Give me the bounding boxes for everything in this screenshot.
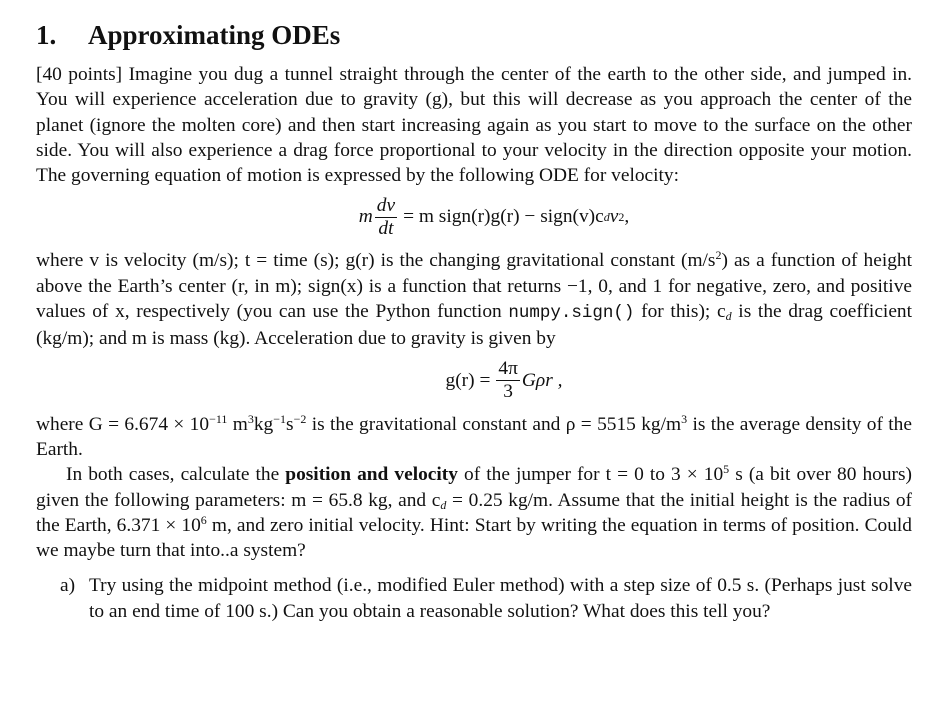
task-exp2: 6: [200, 512, 207, 527]
eq2-numerator: 4π: [498, 358, 518, 380]
definitions-text-b: ) as a function of height above the Earth’s center (r, in m); sign(x) is a function that returns −1, 0, and 1 for negative, zero, and positive values of x, respectively (you can use the Python function: [36, 250, 912, 323]
eq2-denominator: 3: [503, 381, 513, 403]
definitions-drag-sub: d: [725, 309, 732, 324]
section-number: 1.: [36, 20, 57, 50]
eq1-denominator: dt: [378, 217, 394, 239]
task-drag-sub: d: [440, 497, 447, 512]
constants-paragraph: [36, 412, 912, 463]
eq1-numerator: dv: [376, 194, 396, 216]
gravity-equation: [36, 356, 912, 406]
list-item-label: a): [60, 575, 76, 597]
constants-text-c: kg: [253, 413, 274, 435]
intro-paragraph: [36, 62, 912, 188]
constants-text-a: where G = 6.674 × 10: [36, 413, 210, 435]
intro-text: Imagine you dug a tunnel straight through the center of the earth to the other side, and jumped in. You will experience acceleration due to gravity (g), but this will decrease as you approach the center of the planet (ignore the molten core) and then start increasing again as you start to move to the surface on the other side. You will also experience a drag force proportional to your velocity in the direction opposite your motion. The governing equation of motion is expressed by the following ODE for velocity:: [36, 64, 913, 187]
section-title: Approximating ODEs: [88, 20, 341, 50]
task-text-c: s (a bit over 80 hours) given the following parameters: m = 65.8 kg, and c: [36, 464, 913, 511]
eq1-rhs: = m sign(r)g(r) − sign(v)c: [403, 206, 604, 228]
constants-exp-e: 3: [681, 411, 688, 426]
eq2-lhs: g(r) =: [445, 369, 491, 391]
task-bold-phrase: position and velocity: [285, 464, 458, 486]
constants-exp-d: −2: [293, 411, 307, 426]
task-text-b: of the jumper for t = 0 to 3 × 10: [457, 464, 724, 486]
task-text-a: In both cases, calculate the: [66, 464, 286, 486]
constants-exp-a: −11: [209, 411, 228, 426]
eq1-mass: m: [358, 206, 373, 228]
constants-exp-c: −1: [273, 411, 287, 426]
eq1-v: v: [609, 206, 619, 228]
eq2-fraction: [496, 358, 520, 403]
eq1-tail: ,: [624, 206, 630, 228]
points-label: [40 points]: [36, 64, 123, 85]
list-item-text: Try using the midpoint method (i.e., modified Euler method) with a step size of 0.5 s. (Perhaps just solve to an end time of 100 s.) Can you obtain a reasonable solution? What does this tell you?: [89, 575, 912, 622]
task-exp: 5: [723, 462, 730, 477]
definitions-text-a: where v is velocity (m/s); t = time (s); g(r) is the changing gravitational constant (m/s: [36, 250, 716, 272]
definitions-text-c: for this); c: [634, 301, 726, 323]
definitions-text-d: is the drag coefficient (kg/m); and m is mass (kg). Acceleration due to gravity is given by: [36, 301, 913, 350]
constants-exp-b: 3: [247, 411, 254, 426]
task-text-d: = 0.25 kg/m. Assume that the initial height is the radius of the Earth, 6.371 × 10: [36, 489, 912, 536]
eq1-derivative: [375, 195, 397, 240]
definitions-square: 2: [715, 248, 722, 263]
list-item: [60, 573, 912, 624]
question-list: [36, 573, 912, 624]
task-text-e: m, and zero initial velocity. Hint: Start by writing the equation in terms of position. Could we maybe turn that into..a system?: [36, 514, 913, 562]
constants-text-f: is the average density of the Earth.: [36, 413, 912, 460]
eq2-rhs: Gρr ,: [521, 369, 563, 391]
constants-text-e: is the gravitational constant and ρ = 5515 kg/m: [306, 413, 682, 435]
numpy-sign-code: numpy.sign(): [508, 303, 635, 324]
constants-text-b: m: [227, 413, 248, 435]
task-paragraph: [36, 462, 912, 563]
velocity-ode-equation: m $\frac{dv}{dt}$ = m sign(r)g(r) − sign(v)c d v 2 ,: [358, 194, 630, 239]
definitions-paragraph: [36, 248, 912, 351]
constants-text-d: s: [286, 413, 294, 435]
section-heading: [36, 20, 912, 50]
